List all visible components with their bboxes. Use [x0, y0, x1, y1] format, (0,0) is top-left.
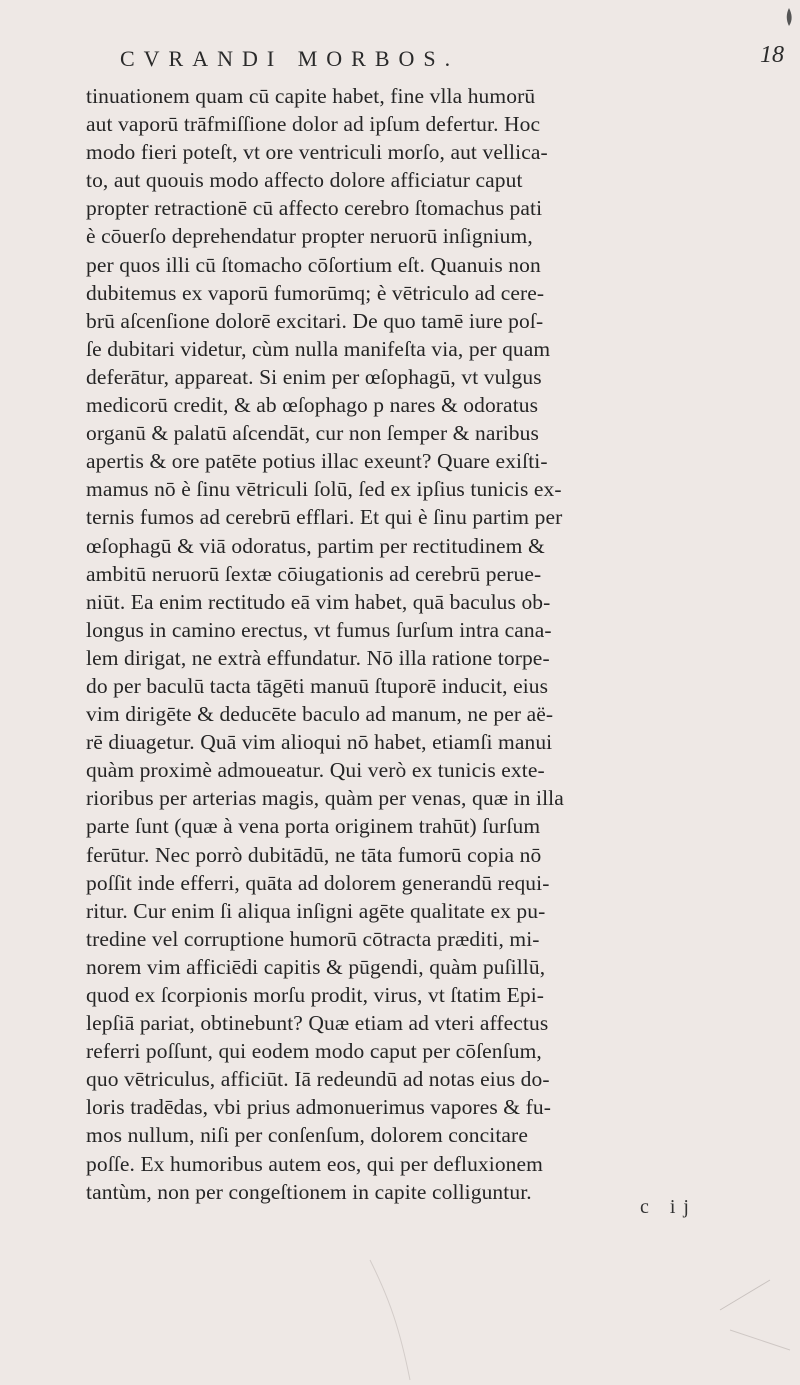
text-line: dubitemus ex vaporū fumorūmq; è vētriculo ad cere- [86, 280, 545, 305]
text-line: ternis fumos ad cerebrū efflari. Et qui è ſinu partim per [86, 505, 563, 530]
text-line: medicorū credit, & ab œſophago p nares & odoratus [86, 393, 539, 418]
text-line: è cōuerſo deprehendatur propter neruorū inſignium, [86, 224, 533, 249]
text-line: quo vētriculus, afficiūt. Iā redeundū ad notas eius do- [86, 1067, 550, 1092]
text-line: propter retractionē cū affecto cerebro ſtomachus pati [86, 196, 543, 221]
body-text [86, 82, 800, 1206]
text-line: lepſiā pariat, obtinebunt? Quæ etiam ad vteri affectus [86, 1011, 549, 1036]
text-line: rē diuagetur. Quā vim alioqui nō habet, etiamſi manui [86, 730, 553, 755]
page-number: 18 [760, 42, 784, 68]
corner-ink-mark [784, 6, 794, 28]
text-line: norem vim afficiēdi capitis & pūgendi, quàm puſillū, [86, 954, 546, 979]
text-line: ferūtur. Nec porrò dubitādū, ne tāta fumorū copia nō [86, 842, 542, 867]
text-line: brū aſcenſione dolorē excitari. De quo tamē iure poſ- [86, 308, 544, 333]
signature-mark: c ij [640, 1196, 697, 1218]
text-line: aut vaporū trāfmiſſione dolor ad ipſum defertur. Hoc [86, 112, 541, 137]
text-line: tinuationem quam cū capite habet, fine vlla humorū [86, 84, 536, 108]
text-line: deferātur, appareat. Si enim per œſophagū, vt vulgus [86, 364, 542, 389]
paper-stain-marks [250, 1240, 800, 1385]
text-line: organū & palatū aſcendāt, cur non ſemper & naribus [86, 421, 539, 446]
text-line: ritur. Cur enim ſi aliqua inſigni agēte qualitate ex pu- [86, 898, 546, 923]
text-line: vim dirigēte & deducēte baculo ad manum, ne per aë- [86, 702, 554, 727]
text-line: niūt. Ea enim rectitudo eā vim habet, quā baculus ob- [86, 589, 551, 614]
text-line: poſſe. Ex humoribus autem eos, qui per defluxionem [86, 1151, 544, 1176]
text-line: modo fieri poteſt, vt ore ventriculi morſo, aut vellica- [86, 140, 548, 165]
running-title: CVRANDI MORBOS. [120, 46, 460, 71]
text-line: longus in camino erectus, vt fumus ſurſum intra cana- [86, 617, 552, 642]
text-line: apertis & ore patēte potius illac exeunt? Quare exiſti- [86, 449, 548, 474]
text-line: ſe dubitari videtur, cùm nulla manifeſta via, per quam [86, 336, 551, 361]
text-line: do per baculū tacta tāgēti manuū ſtuporē inducit, eius [86, 673, 549, 698]
text-line: ambitū neruorū ſextæ cōiugationis ad cerebrū perue- [86, 561, 542, 586]
text-line: per quos illi cū ſtomacho cōſortium eſt. Quanuis non [86, 252, 541, 277]
text-line: rioribus per arterias magis, quàm per venas, quæ in illa [86, 786, 564, 811]
text-line: tantùm, non per congeſtionem in capite colliguntur. [86, 1179, 532, 1204]
text-line: to, aut quouis modo affecto dolore afficiatur caput [86, 168, 523, 193]
running-head [100, 36, 790, 76]
text-line: poſſit inde efferri, quāta ad dolorem generandū requi- [86, 870, 550, 895]
text-line: quod ex ſcorpionis morſu prodit, virus, vt ſtatim Epi- [86, 983, 545, 1007]
text-line: mamus nō è ſinu vētriculi ſolū, ſed ex ipſius tunicis ex- [86, 477, 562, 502]
text-line: tredine vel corruptione humorū cōtracta præditi, mi- [86, 926, 540, 951]
text-line: parte ſunt (quæ à vena porta originem trahūt) ſurſum [86, 814, 541, 839]
text-line: mos nullum, niſi per conſenſum, dolorem concitare [86, 1123, 528, 1148]
text-line: œſophagū & viā odoratus, partim per rectitudinem & [86, 533, 545, 558]
text-line: quàm proximè admoueatur. Qui verò ex tunicis exte- [86, 758, 545, 783]
text-line: referri poſſunt, qui eodem modo caput per cōſenſum, [86, 1039, 542, 1064]
text-line: lem dirigat, ne extrà effundatur. Nō illa ratione torpe- [86, 645, 550, 670]
text-line: loris tradēdas, vbi prius admonuerimus vapores & fu- [86, 1095, 551, 1120]
